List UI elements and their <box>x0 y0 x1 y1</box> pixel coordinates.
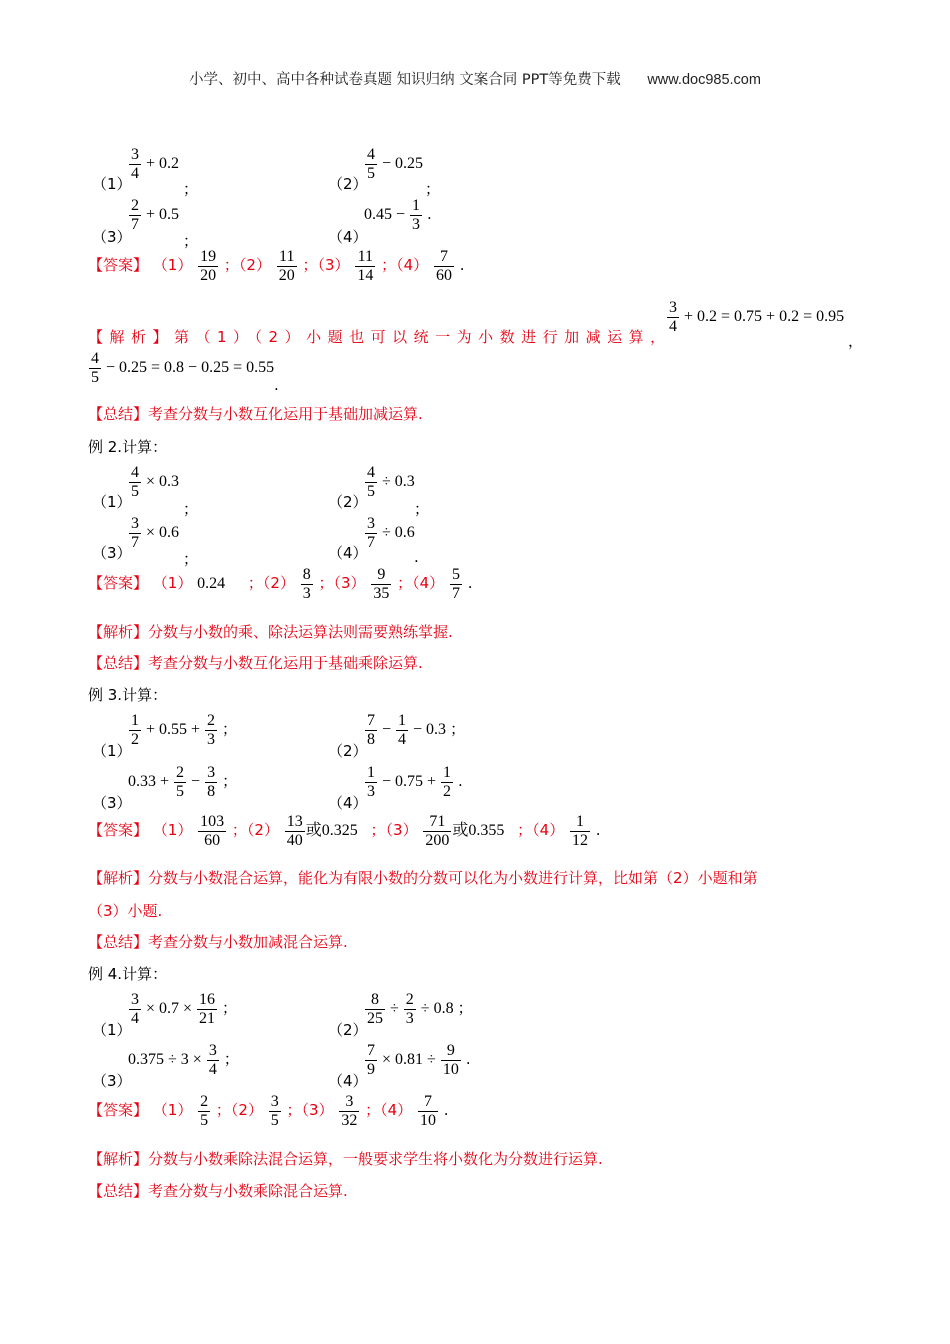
ex2-problem2: $\frac{4}{5}$ ÷ 0.3 <box>367 464 415 500</box>
ex4-problem4: $\frac{7}{9}$ × 0.81 ÷ $\frac{9}{10}$ . <box>367 1042 471 1078</box>
ex2-problem4: $\frac{3}{7}$ ÷ 0.6 <box>367 515 415 551</box>
fraction: $\frac{11}{14}$ <box>357 248 374 284</box>
ex2-problem2-label: （2） <box>328 493 368 511</box>
analysis-tag: 【解析】 <box>88 623 149 641</box>
fraction: $\frac{3}{5}$ <box>270 1093 279 1129</box>
ex4-analysis: 【解析】分数与小数乘除法混合运算，一般要求学生将小数化为分数进行运算. <box>88 1150 603 1168</box>
ex2-problem1: $\frac{4}{5}$ × 0.3 <box>131 464 180 500</box>
fraction: $\frac{11}{20}$ <box>278 248 295 284</box>
answer-tag: 【答案】 <box>88 821 149 840</box>
ex4-problem1: $\frac{3}{4}$ × 0.7 × $\frac{16}{21}$ ； <box>131 991 238 1027</box>
ex4-problem3: 0.375 ÷ 3 × $\frac{3}{4}$ ； <box>128 1042 239 1078</box>
ex1-analysis-eq1: $\frac{3}{4}$ + 0.2 = 0.75 + 0.2 = 0.95 <box>669 299 845 335</box>
page-header <box>0 68 950 89</box>
fraction: $\frac{7}{10}$ <box>419 1093 436 1129</box>
ex3-analysis-line2: （3）小题. <box>88 902 163 920</box>
ex2-problem2-end: ； <box>414 500 430 518</box>
ex1-analysis-comma: ， <box>848 332 864 350</box>
ex3-summary: 【总结】考查分数与小数加减混合运算. <box>88 933 348 951</box>
ex2-problem1-label: （1） <box>92 493 132 511</box>
ex2-problem4-label: （4） <box>328 544 368 562</box>
ex1-problem4: 0.45 − $\frac{1}{3}$ . <box>364 197 432 233</box>
fraction: $\frac{7}{60}$ <box>435 248 452 284</box>
fraction: $\frac{2}{7}$ <box>131 197 139 233</box>
ex4-summary: 【总结】考查分数与小数乘除混合运算. <box>88 1182 348 1200</box>
ex3-analysis-line1: 【解析】分数与小数混合运算，能化为有限小数的分数可以化为小数进行计算，比如第（2）小题和第 <box>88 869 758 887</box>
fraction: $\frac{5}{7}$ <box>451 566 460 602</box>
ex1-summary: 【总结】考查分数与小数互化运用于基础加减运算. <box>88 405 423 423</box>
fraction: $\frac{3}{7}$ <box>131 515 139 551</box>
ex1-problem1-label: （1） <box>92 175 132 193</box>
ex1-answer: 【答案】 （1） $\frac{19}{20}$ ；（2） $\frac{11}{20}$ ；（3） $\frac{11}{14}$ ；（4） $\frac{7}{60}$ . <box>88 248 465 284</box>
ex1-problem3: $\frac{2}{7}$ + 0.5 <box>131 197 180 233</box>
fraction: $\frac{103}{60}$ <box>200 813 225 849</box>
fraction: $\frac{3}{4}$ <box>669 299 677 335</box>
ex1-problem1: $\frac{3}{4}$ + 0.2 <box>131 146 180 182</box>
ex4-answer: 【答案】 （1） $\frac{2}{5}$ ；（2） $\frac{3}{5}$ ；（3） $\frac{3}{32}$ ；（4） $\frac{7}{10}$ . <box>88 1093 449 1129</box>
analysis-tag: 【解析】 <box>88 869 149 887</box>
ex1-problem1-end: ； <box>183 180 199 198</box>
ex1-problem2: $\frac{4}{5}$ − 0.25 <box>367 146 424 182</box>
ex3-problem4-label: （4） <box>328 794 368 812</box>
ex4-problem2: $\frac{8}{25}$ ÷ $\frac{2}{3}$ ÷ 0.8 ； <box>367 991 473 1027</box>
fraction: $\frac{4}{5}$ <box>131 464 139 500</box>
fraction: $\frac{4}{5}$ <box>367 464 375 500</box>
fraction: $\frac{2}{5}$ <box>200 1093 209 1129</box>
ex2-summary: 【总结】考查分数与小数互化运用于基础乘除运算. <box>88 654 423 672</box>
fraction: $\frac{3}{7}$ <box>367 515 375 551</box>
ex1-analysis-eq2: $\frac{4}{5}$ − 0.25 = 0.8 − 0.25 = 0.55 <box>91 350 275 386</box>
answer-tag: 【答案】 <box>88 1101 149 1120</box>
ex2-problem4-end: . <box>414 548 419 566</box>
ex4-problem4-label: （4） <box>328 1072 368 1090</box>
answer-tag: 【答案】 <box>88 256 149 275</box>
ex3-problem3: 0.33 + $\frac{2}{5}$ − $\frac{3}{8}$ ； <box>128 764 238 800</box>
ex3-problem3-label: （3） <box>92 794 132 812</box>
ex3-problem1-label: （1） <box>92 742 132 760</box>
fraction: $\frac{3}{4}$ <box>131 146 139 182</box>
ex2-problem3: $\frac{3}{7}$ × 0.6 <box>131 515 180 551</box>
answer-tag: 【答案】 <box>88 574 149 593</box>
ex1-problem2-end: ； <box>425 180 441 198</box>
summary-tag: 【总结】 <box>88 1182 149 1200</box>
ex2-analysis: 【解析】分数与小数的乘、除法运算法则需要熟练掌握. <box>88 623 453 641</box>
ex2-problem3-label: （3） <box>92 544 132 562</box>
ex2-title: 例 2.计算： <box>88 438 168 456</box>
ex3-problem2-label: （2） <box>328 742 368 760</box>
fraction: $\frac{3}{32}$ <box>341 1093 358 1129</box>
summary-tag: 【总结】 <box>88 405 149 423</box>
summary-tag: 【总结】 <box>88 933 149 951</box>
ex3-answer: 【答案】 （1） $\frac{103}{60}$ ；（2） $\frac{13}{40}$ 或0.325 ；（3） $\frac{71}{200}$ 或0.355 ；（4） $\frac{1}{12}$ . <box>88 813 601 849</box>
fraction: $\frac{71}{200}$ <box>425 813 450 849</box>
ex4-problem1-label: （1） <box>92 1021 132 1039</box>
summary-tag: 【总结】 <box>88 654 149 672</box>
ex2-answer: 【答案】 （1） 0.24 ；（2） $\frac{8}{3}$ ；（3） $\frac{9}{35}$ ；（4） $\frac{5}{7}$ . <box>88 566 473 602</box>
ex3-problem2: $\frac{7}{8}$ − $\frac{1}{4}$ − 0.3 ； <box>367 712 466 748</box>
ex2-problem3-end: ； <box>183 550 199 568</box>
ex1-problem2-label: （2） <box>328 175 368 193</box>
ex3-problem4: $\frac{1}{3}$ − 0.75 + $\frac{1}{2}$ . <box>367 764 463 800</box>
ex1-analysis-line1: 【解析】第（1）（2）小题也可以统一为小数进行加减运算， <box>88 328 672 346</box>
ex1-problem4-label: （4） <box>328 228 368 246</box>
fraction: $\frac{13}{40}$ <box>286 813 303 849</box>
ex4-problem3-label: （3） <box>92 1072 132 1090</box>
analysis-tag: 【解析】 <box>88 1150 149 1168</box>
fraction: $\frac{4}{5}$ <box>367 146 375 182</box>
ex3-title: 例 3.计算： <box>88 686 168 704</box>
fraction: $\frac{9}{35}$ <box>373 566 390 602</box>
ex1-problem3-end: ； <box>183 232 199 250</box>
fraction: $\frac{1}{12}$ <box>571 813 588 849</box>
fraction: $\frac{1}{3}$ <box>412 197 421 233</box>
ex4-title: 例 4.计算： <box>88 965 168 983</box>
fraction: $\frac{19}{20}$ <box>200 248 217 284</box>
header-text: 小学、初中、高中各种试卷真题 知识归纳 文案合同 PPT等免费下载 <box>189 72 621 88</box>
header-url[interactable]: www.doc985.com <box>647 72 761 88</box>
ex2-problem1-end: ； <box>183 500 199 518</box>
ex1-problem3-label: （3） <box>92 228 132 246</box>
ex3-problem1: $\frac{1}{2}$ + 0.55 + $\frac{2}{3}$ ； <box>131 712 238 748</box>
ex4-problem2-label: （2） <box>328 1021 368 1039</box>
ex1-analysis-end: . <box>274 376 279 394</box>
analysis-tag: 【解析】 <box>88 328 175 346</box>
fraction: $\frac{8}{3}$ <box>302 566 311 602</box>
fraction: $\frac{4}{5}$ <box>91 350 99 386</box>
